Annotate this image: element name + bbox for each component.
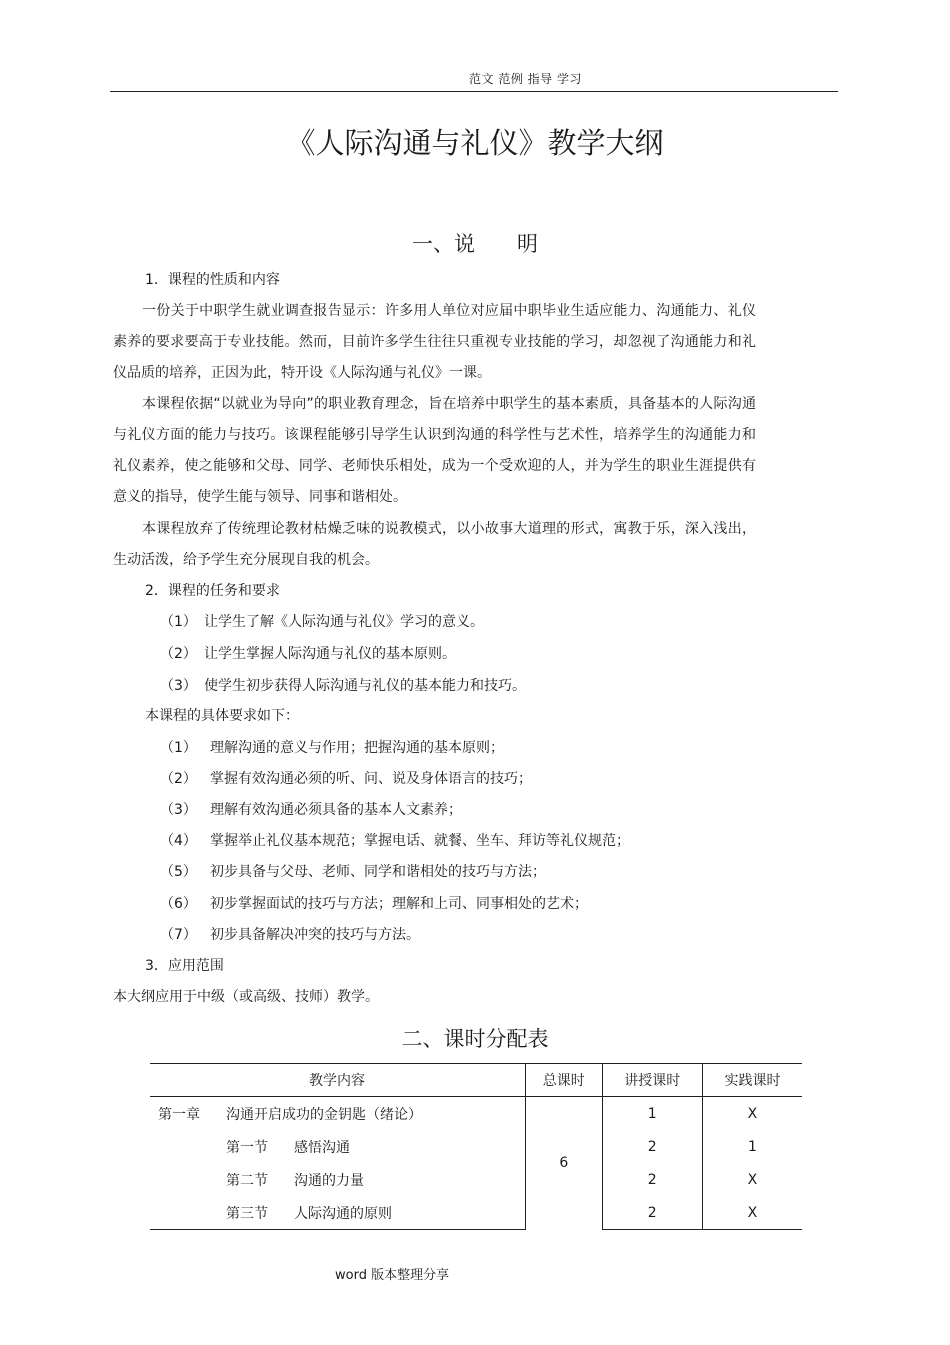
list-number: （2） bbox=[160, 771, 197, 787]
list-text: 理解有效沟通必须具备的基本人文素养； bbox=[210, 802, 462, 818]
page-footer-text: word 版本整理分享 bbox=[335, 1268, 450, 1283]
subheading-tasks-requirements: 2．课程的任务和要求 bbox=[145, 583, 280, 599]
table-cell-lecture-hours: 1 bbox=[602, 1097, 702, 1131]
section-label: 第二节 bbox=[226, 1172, 268, 1189]
list-text: 理解沟通的意义与作用；把握沟通的基本原则； bbox=[210, 740, 504, 756]
list-item bbox=[160, 738, 504, 758]
list-item bbox=[160, 925, 420, 945]
list-item bbox=[160, 769, 532, 789]
list-item bbox=[160, 800, 462, 820]
table-cell-content bbox=[150, 1196, 526, 1230]
table-header-row bbox=[150, 1064, 802, 1097]
subheading-scope: 3．应用范围 bbox=[145, 958, 224, 974]
requirements-intro: 本课程的具体要求如下： bbox=[145, 708, 299, 724]
list-text: 掌握举止礼仪基本规范；掌握电话、就餐、坐车、拜访等礼仪规范； bbox=[210, 833, 630, 849]
table-cell-lecture-hours: 2 bbox=[602, 1163, 702, 1196]
list-number: （1） bbox=[160, 740, 197, 756]
scope-text: 本大纲应用于中级（或高级、技师）教学。 bbox=[113, 989, 379, 1005]
section-title: 人际沟通的原则 bbox=[294, 1205, 392, 1222]
list-number: （4） bbox=[160, 833, 197, 849]
paragraph-course-basis: 本课程依据“以就业为导向”的职业教育理念，旨在培养中职学生的基本素质，具备基本的人际沟通与礼仪方面的能力与技巧。该课程能够引导学生认识到沟通的科学性与艺术性，培养学生的沟通能力和礼仪素养，使之能够和父母、同学、老师快乐相处，成为一个受欢迎的人，并为学生的职业生涯提供有意义的指导，使学生能与领导、同事和谐相处。 bbox=[113, 396, 756, 505]
table-row bbox=[150, 1196, 802, 1230]
list-text: 使学生初步获得人际沟通与礼仪的基本能力和技巧。 bbox=[204, 678, 526, 694]
list-text: 让学生掌握人际沟通与礼仪的基本原则。 bbox=[204, 646, 456, 662]
list-number: （6） bbox=[160, 896, 197, 912]
paragraph-survey: 一份关于中职学生就业调查报告显示：许多用人单位对应届中职毕业生适应能力、沟通能力、礼仪素养的要求要高于专业技能。然而，目前许多学生往往只重视专业技能的学习，却忽视了沟通能力和礼仪品质的培养，正因为此，特开设《人际沟通与礼仪》一课。 bbox=[113, 303, 756, 381]
table-cell-practice-hours: 1 bbox=[702, 1130, 802, 1163]
list-number: （5） bbox=[160, 864, 197, 880]
table-row bbox=[150, 1130, 802, 1163]
list-text: 初步具备解决冲突的技巧与方法。 bbox=[210, 927, 420, 943]
table-cell-practice-hours: X bbox=[702, 1163, 802, 1196]
list-text: 掌握有效沟通必须的听、问、说及身体语言的技巧； bbox=[210, 771, 532, 787]
list-item bbox=[160, 644, 456, 664]
section-heading-explanation: 一、说 明 bbox=[412, 232, 538, 256]
table-cell-practice-hours: X bbox=[702, 1196, 802, 1230]
table-cell-practice-hours: X bbox=[702, 1097, 802, 1131]
table-cell-content bbox=[150, 1097, 526, 1131]
list-item bbox=[160, 831, 630, 851]
list-number: （3） bbox=[160, 678, 197, 694]
list-item bbox=[160, 612, 484, 632]
table-row bbox=[150, 1163, 802, 1196]
section-label: 第三节 bbox=[226, 1205, 268, 1222]
column-header-content: 教学内容 bbox=[150, 1064, 526, 1097]
list-item bbox=[160, 676, 526, 696]
chapter-label: 第一章 bbox=[158, 1106, 200, 1123]
section-label: 第一节 bbox=[226, 1139, 268, 1156]
chapter-title: 沟通开启成功的金钥匙（绪论） bbox=[226, 1106, 422, 1123]
section-heading-hours-table: 二、课时分配表 bbox=[401, 1027, 549, 1051]
list-number: （1） bbox=[160, 614, 197, 630]
table-cell-total-hours: 6 bbox=[526, 1097, 603, 1230]
paragraph-teaching-mode: 本课程放弃了传统理论教材枯燥乏味的说教模式，以小故事大道理的形式，寓教于乐，深入浅出，生动活泼，给予学生充分展现自我的机会。 bbox=[113, 521, 756, 568]
list-text: 初步具备与父母、老师、同学和谐相处的技巧与方法； bbox=[210, 864, 546, 880]
document-title: 《人际沟通与礼仪》教学大纲 bbox=[286, 126, 664, 160]
list-text: 初步掌握面试的技巧与方法；理解和上司、同事相处的艺术； bbox=[210, 896, 588, 912]
table-row bbox=[150, 1097, 802, 1131]
page-header-text: 范文 范例 指导 学习 bbox=[469, 72, 582, 86]
table-cell-content bbox=[150, 1163, 526, 1196]
table-cell-content bbox=[150, 1130, 526, 1163]
table-cell-lecture-hours: 2 bbox=[602, 1196, 702, 1230]
list-number: （2） bbox=[160, 646, 197, 662]
list-text: 让学生了解《人际沟通与礼仪》学习的意义。 bbox=[204, 614, 484, 630]
hours-allocation-table bbox=[150, 1063, 802, 1230]
list-item bbox=[160, 862, 546, 882]
list-number: （7） bbox=[160, 927, 197, 943]
list-number: （3） bbox=[160, 802, 197, 818]
list-item bbox=[160, 894, 588, 914]
table-cell-lecture-hours: 2 bbox=[602, 1130, 702, 1163]
subheading-nature-content: 1．课程的性质和内容 bbox=[145, 272, 280, 288]
section-title: 沟通的力量 bbox=[294, 1172, 364, 1189]
section-title: 感悟沟通 bbox=[294, 1139, 350, 1156]
header-rule bbox=[110, 91, 838, 92]
column-header-total-hours: 总课时 bbox=[526, 1064, 603, 1097]
column-header-practice-hours: 实践课时 bbox=[702, 1064, 802, 1097]
column-header-lecture-hours: 讲授课时 bbox=[602, 1064, 702, 1097]
